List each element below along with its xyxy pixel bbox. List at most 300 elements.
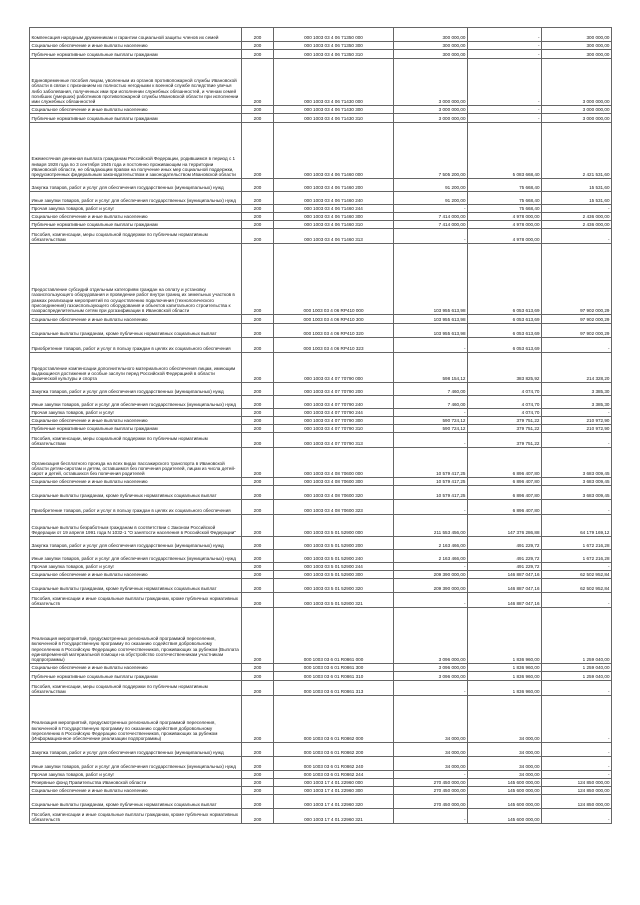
table-row (30, 213, 612, 221)
row-admin-code: 200 (242, 563, 274, 571)
table-row (30, 315, 612, 324)
row-remaining: 214 328,20 (542, 353, 612, 383)
table-row (30, 123, 612, 179)
row-remaining: 62 502 952,84 (542, 571, 612, 579)
row-budget-code: 000 1003 17 4 01 22960 300 (274, 787, 394, 795)
row-remaining: 97 902 000,29 (542, 324, 612, 338)
table-row (30, 672, 612, 681)
row-name: Иные закупки товаров, работ и услуг для обеспечения государственных (муниципальных) нужд (30, 192, 242, 205)
row-admin-code: 200 (242, 383, 274, 396)
row-remaining: 3 385,30 (542, 396, 612, 409)
row-executed: 4 978 000,00 (468, 229, 542, 244)
row-remaining: 1 259 040,00 (542, 608, 612, 664)
row-executed: 145 600 000,00 (468, 795, 542, 809)
row-budget-code: 000 1003 03 4 06 RP410 320 (274, 324, 394, 338)
row-admin-code: 200 (242, 324, 274, 338)
row-remaining: 1 259 040,00 (542, 672, 612, 681)
row-admin-code: 200 (242, 571, 274, 579)
row-admin-code: 200 (242, 448, 274, 478)
row-executed: 4 074,70 (468, 396, 542, 409)
row-approved: 270 450 000,00 (394, 787, 468, 795)
row-approved: 2 163 466,00 (394, 550, 468, 563)
row-name: Пособия, компенсации, меры социальной поддержки по публичным нормативным обязательствам (30, 229, 242, 244)
row-admin-code: 200 (242, 28, 274, 42)
row-approved: 7 414 000,00 (394, 221, 468, 229)
row-name: Социальные выплаты безработным гражданам в соответствии с Законом Российской Федерации от 19 апреля 1991 года N 1032-1 "О занятости населения в Российской Федерации" (30, 515, 242, 537)
row-executed: 379 751,22 (468, 425, 542, 433)
row-approved: - (394, 809, 468, 824)
row-approved: 34 000,00 (394, 696, 468, 743)
table-row (30, 696, 612, 743)
table-body (30, 28, 612, 824)
row-executed: 6 896 407,80 (468, 478, 542, 486)
row-executed: 491 229,72 (468, 563, 542, 571)
row-remaining: - (542, 500, 612, 515)
row-executed: 6 053 613,69 (468, 338, 542, 353)
row-budget-code: 000 1003 03 5 01 52900 000 (274, 515, 394, 537)
row-name: Ежемесячная денежная выплата гражданам Российской Федерации, родившимся в период с 1 января 1928 года по 3 сентября 1945 года и постоянно проживающим на территории Ивановской области, не обладающим правом на получение иных мер социальной поддержки, предусмотренных федеральным законодательством и законодательством Ивановской области (30, 123, 242, 179)
row-admin-code: 200 (242, 433, 274, 448)
row-remaining: 3 385,30 (542, 383, 612, 396)
row-name: Прочая закупка товаров, работ и услуг (30, 771, 242, 779)
row-budget-code: 000 1003 03 5 01 52900 320 (274, 579, 394, 593)
row-approved: 7 460,00 (394, 383, 468, 396)
row-name: Прочая закупка товаров, работ и услуг (30, 205, 242, 213)
row-executed: 1 836 960,00 (468, 672, 542, 681)
row-name: Предоставление компенсации дополнительного материального обеспечения лицам, имеющим выдающиеся достижения и особые заслуги перед Российской Федерацией в области физической культуры и спорта (30, 353, 242, 383)
row-budget-code: 000 1003 03 6 01 R0862 244 (274, 771, 394, 779)
row-remaining: 3 000 000,00 (542, 106, 612, 114)
row-admin-code: 200 (242, 396, 274, 409)
row-admin-code: 200 (242, 244, 274, 315)
row-name: Реализация мероприятий, предусмотренных региональной программой переселения, включенной в Государственную программу по оказанию содействия добровольному переселению в Российскую Федерацию соотечественников, проживающих за рубежом (Информационное обеспечение реализации подпрограммы) (30, 696, 242, 743)
row-executed: 34 000,00 (468, 743, 542, 757)
row-budget-code: 000 1003 03 5 01 52900 321 (274, 593, 394, 608)
row-admin-code: 200 (242, 205, 274, 213)
row-name: Социальное обеспечение и иные выплаты населению (30, 42, 242, 50)
row-approved: - (394, 338, 468, 353)
row-name: Публичные нормативные социальные выплаты гражданам (30, 425, 242, 433)
table-row (30, 771, 612, 779)
row-name: Публичные нормативные социальные выплаты гражданам (30, 221, 242, 229)
row-remaining: - (542, 433, 612, 448)
row-executed: 75 668,40 (468, 205, 542, 213)
table-row (30, 593, 612, 608)
row-approved: - (394, 409, 468, 417)
row-budget-code: 000 1003 03 4 06 71350 300 (274, 42, 394, 50)
row-name: Закупка товаров, работ и услуг для обеспечения государственных (муниципальных) нужд (30, 383, 242, 396)
row-approved: 3 096 000,00 (394, 664, 468, 672)
row-remaining: - (542, 205, 612, 213)
row-approved: 91 200,00 (394, 192, 468, 205)
row-name: Единовременные пособия лицам, уволенным из органов противопожарной службы Ивановской области в связи с признанием их полностью негодными к военной службе вследствие увечья либо заболевания, полученных ими при исполнении служебных обязанностей, и членам семей погибших (умерших) работников противопожарной службы Ивановской области при исполнении ими служебных обязанностей (30, 59, 242, 106)
row-remaining: 124 850 000,00 (542, 787, 612, 795)
row-approved: 300 000,00 (394, 28, 468, 42)
row-budget-code: 000 1003 03 4 06 RP410 323 (274, 338, 394, 353)
row-name: Публичные нормативные социальные выплаты гражданам (30, 672, 242, 681)
row-admin-code: 200 (242, 696, 274, 743)
row-remaining: 15 531,60 (542, 192, 612, 205)
row-budget-code: 000 1003 03 4 08 70600 000 (274, 448, 394, 478)
row-budget-code: 000 1003 03 5 01 52900 240 (274, 550, 394, 563)
table-row (30, 205, 612, 213)
row-executed: 147 376 286,88 (468, 515, 542, 537)
row-name: Социальное обеспечение и иные выплаты населению (30, 213, 242, 221)
row-approved: 270 450 000,00 (394, 795, 468, 809)
row-budget-code: 000 1003 03 6 01 R0861 300 (274, 664, 394, 672)
row-admin-code: 200 (242, 106, 274, 114)
table-row (30, 324, 612, 338)
row-budget-code: 000 1003 03 4 07 70790 313 (274, 433, 394, 448)
row-admin-code: 200 (242, 550, 274, 563)
row-name: Публичные нормативные социальные выплаты гражданам (30, 50, 242, 59)
row-executed: 4 074,70 (468, 409, 542, 417)
row-budget-code: 000 1003 03 4 06 RP410 300 (274, 315, 394, 324)
row-executed: 75 668,40 (468, 179, 542, 192)
row-approved: 7 505 200,00 (394, 123, 468, 179)
row-name: Организация бесплатного проезда на всех видах пассажирского транспорта в Ивановской области детям-сиротам и детям, оставшимся без попечения родителей, лицам из числа детей-сирот и детей, оставшихся без попечения родителей (30, 448, 242, 478)
table-row (30, 59, 612, 106)
budget-execution-table (29, 27, 612, 824)
row-remaining: - (542, 757, 612, 771)
table-row (30, 563, 612, 571)
row-remaining: 97 902 000,29 (542, 244, 612, 315)
row-executed: 4 978 000,00 (468, 221, 542, 229)
row-budget-code: 000 1003 17 4 01 22960 000 (274, 779, 394, 787)
row-executed: 146 887 047,16 (468, 579, 542, 593)
row-approved: 10 579 417,25 (394, 478, 468, 486)
row-name: Пособия, компенсации, меры социальной поддержки по публичным нормативным обязательствам (30, 433, 242, 448)
row-approved: 3 096 000,00 (394, 608, 468, 664)
row-executed: 5 083 668,40 (468, 123, 542, 179)
table-row (30, 478, 612, 486)
row-budget-code: 000 1003 03 4 06 71430 000 (274, 59, 394, 106)
row-executed: - (468, 50, 542, 59)
row-remaining: 3 683 009,45 (542, 448, 612, 478)
row-approved: 3 000 000,00 (394, 114, 468, 123)
row-admin-code: 200 (242, 771, 274, 779)
row-admin-code: 200 (242, 743, 274, 757)
row-name: Резервные фонд Правительства Ивановской области (30, 779, 242, 787)
row-name: Социальные выплаты гражданам, кроме публичных нормативных социальных выплат (30, 795, 242, 809)
row-executed: 6 896 407,80 (468, 448, 542, 478)
row-remaining: 210 972,90 (542, 425, 612, 433)
row-admin-code: 200 (242, 593, 274, 608)
row-admin-code: 200 (242, 537, 274, 550)
row-approved: - (394, 771, 468, 779)
row-name: Пособия, компенсации, меры социальной поддержки по публичным нормативным обязательствам (30, 681, 242, 696)
row-budget-code: 000 1003 03 4 06 71460 244 (274, 205, 394, 213)
row-admin-code: 200 (242, 417, 274, 425)
row-admin-code: 200 (242, 478, 274, 486)
table-row (30, 221, 612, 229)
row-budget-code: 000 1003 03 6 01 R0861 000 (274, 608, 394, 664)
row-budget-code: 000 1003 03 6 01 R0861 313 (274, 681, 394, 696)
table-row (30, 537, 612, 550)
row-budget-code: 000 1003 03 5 01 52900 244 (274, 563, 394, 571)
row-budget-code: 000 1003 03 4 06 71460 240 (274, 192, 394, 205)
row-budget-code: 000 1003 03 4 06 71350 000 (274, 28, 394, 42)
row-executed: 491 229,72 (468, 537, 542, 550)
row-budget-code: 000 1003 03 4 08 70600 320 (274, 486, 394, 500)
row-budget-code: 000 1003 03 4 08 70600 300 (274, 478, 394, 486)
row-budget-code: 000 1003 03 4 07 70790 240 (274, 396, 394, 409)
row-admin-code: 200 (242, 664, 274, 672)
table-row (30, 353, 612, 383)
row-executed: 75 668,40 (468, 192, 542, 205)
row-name: Приобретение товаров, работ и услуг в пользу граждан в целях их социального обеспечения (30, 338, 242, 353)
row-admin-code: 200 (242, 809, 274, 824)
row-executed: 1 836 960,00 (468, 664, 542, 672)
row-remaining: - (542, 771, 612, 779)
row-remaining: 2 436 000,00 (542, 213, 612, 221)
row-executed: 491 229,72 (468, 550, 542, 563)
row-admin-code: 200 (242, 353, 274, 383)
table-row (30, 50, 612, 59)
row-name: Закупка товаров, работ и услуг для обеспечения государственных (муниципальных) нужд (30, 537, 242, 550)
row-approved: 34 000,00 (394, 757, 468, 771)
row-remaining: - (542, 338, 612, 353)
row-executed: 1 836 960,00 (468, 681, 542, 696)
row-name: Социальные выплаты гражданам, кроме публичных нормативных социальных выплат (30, 486, 242, 500)
row-admin-code: 200 (242, 114, 274, 123)
row-name: Иные закупки товаров, работ и услуг для обеспечения государственных (муниципальных) нужд (30, 757, 242, 771)
row-budget-code: 000 1003 03 6 01 R0862 240 (274, 757, 394, 771)
row-budget-code: 000 1003 03 4 06 71460 000 (274, 123, 394, 179)
row-budget-code: 000 1003 03 4 06 71460 200 (274, 179, 394, 192)
table-row (30, 396, 612, 409)
table-row (30, 179, 612, 192)
row-approved: 300 000,00 (394, 50, 468, 59)
row-executed: 145 600 000,00 (468, 779, 542, 787)
row-approved: 7 414 000,00 (394, 213, 468, 221)
row-executed: 4 074,70 (468, 383, 542, 396)
row-remaining: - (542, 229, 612, 244)
table-row (30, 571, 612, 579)
row-name: Социальное обеспечение и иные выплаты населению (30, 478, 242, 486)
row-name: Иные закупки товаров, работ и услуг для обеспечения государственных (муниципальных) нужд (30, 550, 242, 563)
row-admin-code: 200 (242, 315, 274, 324)
row-executed: - (468, 42, 542, 50)
table-row (30, 515, 612, 537)
row-admin-code: 200 (242, 229, 274, 244)
row-approved: 103 955 613,98 (394, 244, 468, 315)
row-executed: 6 053 613,69 (468, 315, 542, 324)
row-admin-code: 200 (242, 757, 274, 771)
row-admin-code: 200 (242, 123, 274, 179)
row-name: Приобретение товаров, работ и услуг в пользу граждан в целях их социального обеспечения (30, 500, 242, 515)
table-row (30, 608, 612, 664)
row-budget-code: 000 1003 03 6 01 R0862 000 (274, 696, 394, 743)
table-row (30, 28, 612, 42)
row-admin-code: 200 (242, 579, 274, 593)
row-remaining: - (542, 409, 612, 417)
row-admin-code: 200 (242, 681, 274, 696)
row-remaining: 3 683 009,45 (542, 478, 612, 486)
table-row (30, 425, 612, 433)
row-remaining: 300 000,00 (542, 42, 612, 50)
table-row (30, 192, 612, 205)
row-remaining: 124 850 000,00 (542, 795, 612, 809)
row-approved: 2 163 466,00 (394, 537, 468, 550)
row-name: Социальное обеспечение и иные выплаты населению (30, 417, 242, 425)
row-budget-code: 000 1003 03 4 07 70790 310 (274, 425, 394, 433)
row-approved: 211 553 456,00 (394, 515, 468, 537)
row-approved: 270 450 000,00 (394, 779, 468, 787)
row-executed: 6 896 407,80 (468, 486, 542, 500)
row-remaining: 3 000 000,00 (542, 59, 612, 106)
row-name: Публичные нормативные социальные выплаты гражданам (30, 114, 242, 123)
row-approved: - (394, 229, 468, 244)
row-admin-code: 200 (242, 179, 274, 192)
row-name: Компенсация народным дружинникам и гарантии социальной защиты членов их семей (30, 28, 242, 42)
row-remaining: - (542, 809, 612, 824)
row-executed: 6 053 613,69 (468, 244, 542, 315)
table-row (30, 338, 612, 353)
row-budget-code: 000 1003 03 4 07 70790 000 (274, 353, 394, 383)
row-name: Прочая закупка товаров, работ и услуг (30, 563, 242, 571)
row-executed: 145 600 000,00 (468, 787, 542, 795)
row-admin-code: 200 (242, 338, 274, 353)
table-row (30, 787, 612, 795)
row-budget-code: 000 1003 03 4 06 71430 300 (274, 106, 394, 114)
row-remaining: 1 672 216,28 (542, 537, 612, 550)
row-executed: - (468, 114, 542, 123)
row-remaining: 210 972,90 (542, 417, 612, 425)
row-budget-code: 000 1003 17 4 01 22960 320 (274, 795, 394, 809)
row-remaining: 1 259 040,00 (542, 664, 612, 672)
row-executed: 145 600 000,00 (468, 809, 542, 824)
table-row (30, 229, 612, 244)
row-name: Социальное обеспечение и иные выплаты населению (30, 787, 242, 795)
row-approved: 91 200,00 (394, 179, 468, 192)
row-approved: 10 579 417,25 (394, 486, 468, 500)
row-approved: 3 000 000,00 (394, 59, 468, 106)
table-row (30, 743, 612, 757)
row-admin-code: 200 (242, 787, 274, 795)
row-approved: 7 460,00 (394, 396, 468, 409)
row-remaining: 15 531,60 (542, 179, 612, 192)
row-budget-code: 000 1003 03 4 06 71460 310 (274, 221, 394, 229)
row-budget-code: 000 1003 03 4 06 71460 300 (274, 213, 394, 221)
row-remaining: - (542, 681, 612, 696)
row-approved: 103 955 613,98 (394, 315, 468, 324)
table-row (30, 486, 612, 500)
row-budget-code: 000 1003 03 4 07 70790 244 (274, 409, 394, 417)
table-row (30, 409, 612, 417)
row-name: Реализация мероприятий, предусмотренных региональной программой переселения, включенной в Государственную программу по оказанию содействия добровольному переселению в Российскую Федерацию соотечественников, проживающих за рубежом (Выплата единовременной материальной помощи на обустройство соотечественникам участникам подпрограммы) (30, 608, 242, 664)
table-row (30, 579, 612, 593)
row-admin-code: 200 (242, 486, 274, 500)
row-budget-code: 000 1003 03 5 01 52900 200 (274, 537, 394, 550)
row-admin-code: 200 (242, 192, 274, 205)
row-executed: 34 000,00 (468, 696, 542, 743)
row-budget-code: 000 1003 03 4 06 71460 313 (274, 229, 394, 244)
row-executed: - (468, 28, 542, 42)
table-row (30, 757, 612, 771)
row-name: Социальное обеспечение и иные выплаты населению (30, 571, 242, 579)
row-remaining: - (542, 696, 612, 743)
row-budget-code: 000 1003 03 4 06 RP410 000 (274, 244, 394, 315)
row-budget-code: 000 1003 03 4 06 71430 310 (274, 114, 394, 123)
row-name: Пособия, компенсации и иные социальные выплаты гражданам, кроме публичных нормативных обязательств (30, 809, 242, 824)
row-approved: - (394, 681, 468, 696)
table-row (30, 417, 612, 425)
row-executed: 146 887 047,16 (468, 571, 542, 579)
row-budget-code: 000 1003 17 4 01 22960 321 (274, 809, 394, 824)
row-remaining: 2 421 531,60 (542, 123, 612, 179)
table-row (30, 114, 612, 123)
row-remaining: 97 902 000,29 (542, 315, 612, 324)
row-admin-code: 200 (242, 50, 274, 59)
row-admin-code: 200 (242, 409, 274, 417)
row-admin-code: 200 (242, 795, 274, 809)
row-remaining: 300 000,00 (542, 50, 612, 59)
row-approved: 209 390 000,00 (394, 571, 468, 579)
row-approved: - (394, 563, 468, 571)
row-executed: 1 836 960,00 (468, 608, 542, 664)
row-name: Прочая закупка товаров, работ и услуг (30, 409, 242, 417)
table-row (30, 664, 612, 672)
row-approved: 300 000,00 (394, 42, 468, 50)
row-approved: - (394, 433, 468, 448)
row-admin-code: 200 (242, 425, 274, 433)
row-admin-code: 200 (242, 515, 274, 537)
row-name: Социальное обеспечение и иные выплаты населению (30, 106, 242, 114)
table-row (30, 448, 612, 478)
row-name: Социальное обеспечение и иные выплаты населению (30, 664, 242, 672)
row-budget-code: 000 1003 03 5 01 52900 300 (274, 571, 394, 579)
row-executed: 383 825,92 (468, 353, 542, 383)
row-name: Иные закупки товаров, работ и услуг для обеспечения государственных (муниципальных) нужд (30, 396, 242, 409)
table-row (30, 795, 612, 809)
table-row (30, 779, 612, 787)
row-remaining: 300 000,00 (542, 28, 612, 42)
row-executed: 6 896 407,80 (468, 500, 542, 515)
row-remaining: 1 672 216,28 (542, 550, 612, 563)
row-budget-code: 000 1003 03 4 06 71350 310 (274, 50, 394, 59)
row-approved: 590 724,12 (394, 425, 468, 433)
row-executed: 34 000,00 (468, 757, 542, 771)
row-executed: - (468, 106, 542, 114)
row-approved: - (394, 593, 468, 608)
row-executed: 4 978 000,00 (468, 213, 542, 221)
row-executed: 6 053 613,69 (468, 324, 542, 338)
row-approved: 3 000 000,00 (394, 106, 468, 114)
row-remaining: 2 436 000,00 (542, 221, 612, 229)
table-row (30, 106, 612, 114)
row-admin-code: 200 (242, 779, 274, 787)
row-approved: 590 724,12 (394, 417, 468, 425)
row-admin-code: 200 (242, 42, 274, 50)
row-budget-code: 000 1003 03 6 01 R0862 200 (274, 743, 394, 757)
table-row (30, 681, 612, 696)
table-row (30, 809, 612, 824)
row-remaining: 3 683 009,45 (542, 486, 612, 500)
row-executed: 146 887 047,16 (468, 593, 542, 608)
row-budget-code: 000 1003 03 4 07 70790 300 (274, 417, 394, 425)
row-executed: - (468, 59, 542, 106)
table-row (30, 550, 612, 563)
table-row (30, 383, 612, 396)
row-remaining: 64 179 169,12 (542, 515, 612, 537)
row-remaining: - (542, 743, 612, 757)
row-approved: 34 000,00 (394, 743, 468, 757)
row-remaining: - (542, 563, 612, 571)
row-approved: 10 579 417,25 (394, 448, 468, 478)
row-budget-code: 000 1003 03 4 08 70600 323 (274, 500, 394, 515)
row-admin-code: 200 (242, 59, 274, 106)
